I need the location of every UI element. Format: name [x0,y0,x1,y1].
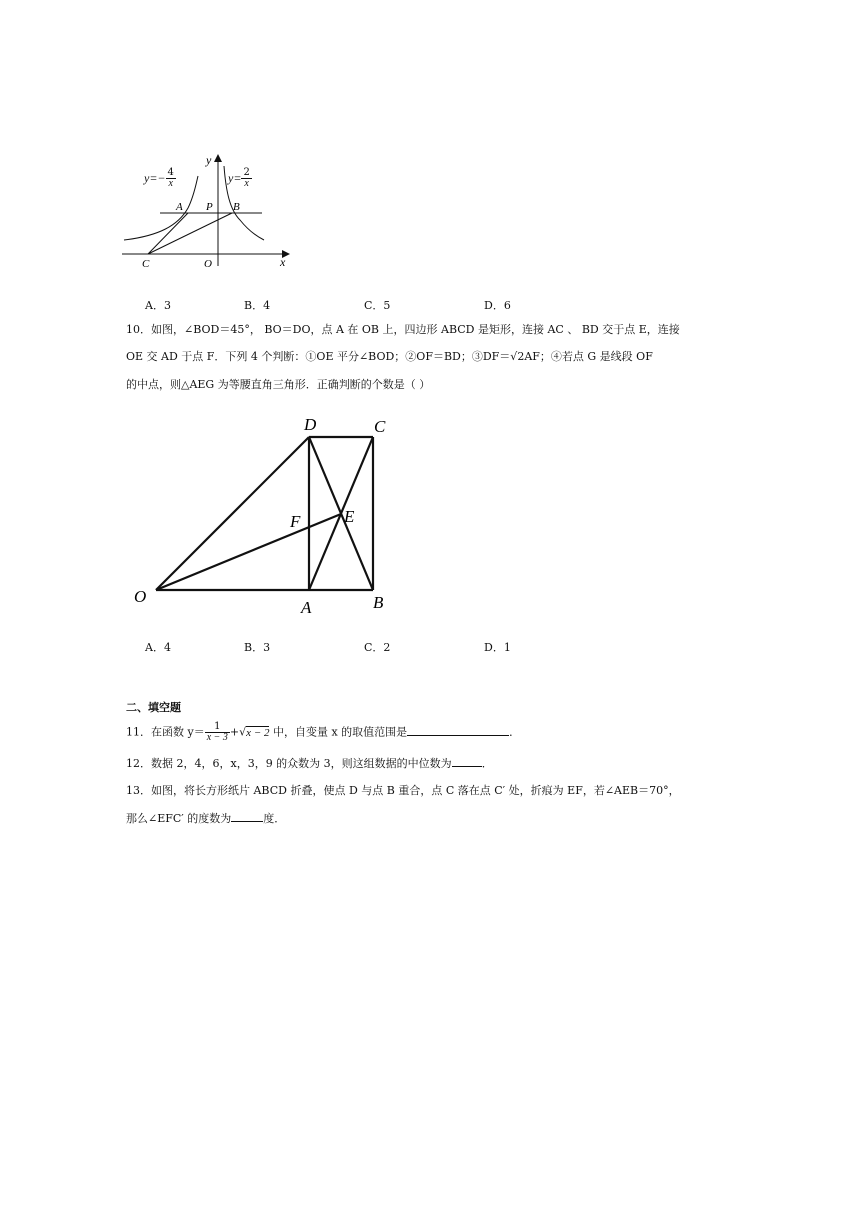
y-axis-arrow-icon [214,154,222,162]
label-f: F [290,512,301,531]
point-b-label: B [233,201,240,213]
point-p-label: P [206,201,213,213]
q11-suffix: 中，自变量 x 的取值范围是 [269,725,408,739]
q11-end: ． [509,725,521,739]
q10-option-a[interactable] [145,639,171,655]
q10-option-b[interactable] [244,639,270,655]
q13-suffix: 度． [263,812,286,825]
q13-line2 [126,811,285,826]
q9-option-c[interactable] [364,297,390,313]
option-letter: A． [145,641,164,654]
point-c-label: C [142,258,150,270]
option-letter: A． [145,299,164,312]
q10-figure [128,410,408,620]
segment-cb [148,213,232,254]
label-o: O [134,587,147,606]
option-value: 3 [163,299,171,312]
option-letter: D． [484,299,504,312]
section-title: 二、填空题 [126,702,181,714]
label-c: C [374,417,386,436]
label-d: D [304,415,317,434]
y-label: y [206,153,212,167]
option-letter: D． [484,641,504,654]
option-value: 6 [503,299,511,312]
q11 [126,722,520,743]
option-letter: B． [244,641,264,654]
func-left-label [144,168,176,189]
point-a-label: A [176,201,183,213]
func-right-prefix: y= [228,171,242,185]
func-left-prefix: y=− [144,171,166,185]
label-a: A [301,598,312,617]
func-right-den: x [244,178,249,189]
q9-option-d[interactable] [484,297,511,313]
q11-sqrt-arg: x − 2 [246,726,270,739]
option-letter: C． [364,299,384,312]
option-value: 4 [263,299,271,312]
segment-od [156,437,309,590]
func-left-num: 4 [167,167,174,178]
q11-frac-den: x − 3 [206,732,228,743]
option-letter: B． [244,299,264,312]
q13-answer-blank[interactable] [231,811,263,822]
func-right-num: 2 [243,167,250,178]
q10-option-c[interactable] [364,639,390,655]
q12-answer-blank[interactable] [452,756,482,767]
option-value: 2 [383,641,391,654]
option-letter: C． [364,641,384,654]
q11-frac-num: 1 [205,722,230,733]
label-b: B [373,593,384,612]
q13-line1: 13．如图，将长方形纸片 ABCD 折叠，使点 D 与点 B 重合，点 C 落在点 C′ 处，折痕为 EF，若∠AEB＝70°， [126,784,680,797]
q12-text: 12．数据 2，4，6，x，3，9 的众数为 3，则这组数据的中位数为 [126,757,452,770]
q13-prefix: 那么∠EFC′ 的度数为 [126,812,232,825]
func-left-den: x [168,178,173,189]
q10-option-d[interactable] [484,639,511,655]
q9-option-b[interactable] [244,297,270,313]
q9-option-a[interactable] [145,297,171,313]
q11-prefix: 11．在函数 y＝ [126,725,205,739]
q11-plus: + [229,725,240,739]
q12 [126,756,493,771]
option-value: 5 [383,299,391,312]
q12-end: ． [481,757,493,770]
func-right-label [228,168,252,189]
option-value: 4 [163,641,171,654]
label-e: E [344,507,355,526]
option-value: 3 [263,641,271,654]
x-label: x [280,255,286,269]
option-value: 1 [503,641,511,654]
q10-line3: 的中点，则△AEG 为等腰直角三角形．正确判断的个数是（ ） [126,378,431,391]
point-o-label: O [204,258,212,270]
q11-answer-blank[interactable] [407,725,509,736]
q9-graph [118,148,298,270]
q10-line2: OE 交 AD 于点 F．下列 4 个判断：①OE 平分∠BOD；②OF＝BD；③DF＝√2AF；④若点 G 是线段 OF [126,350,653,363]
q10-line1: 10．如图，∠BOD＝45°， BO＝DO，点 A 在 OB 上，四边形 ABCD 是矩形，连接 AC 、 BD 交于点 E，连接 [126,323,680,336]
sqrt-icon: √ [239,725,247,739]
